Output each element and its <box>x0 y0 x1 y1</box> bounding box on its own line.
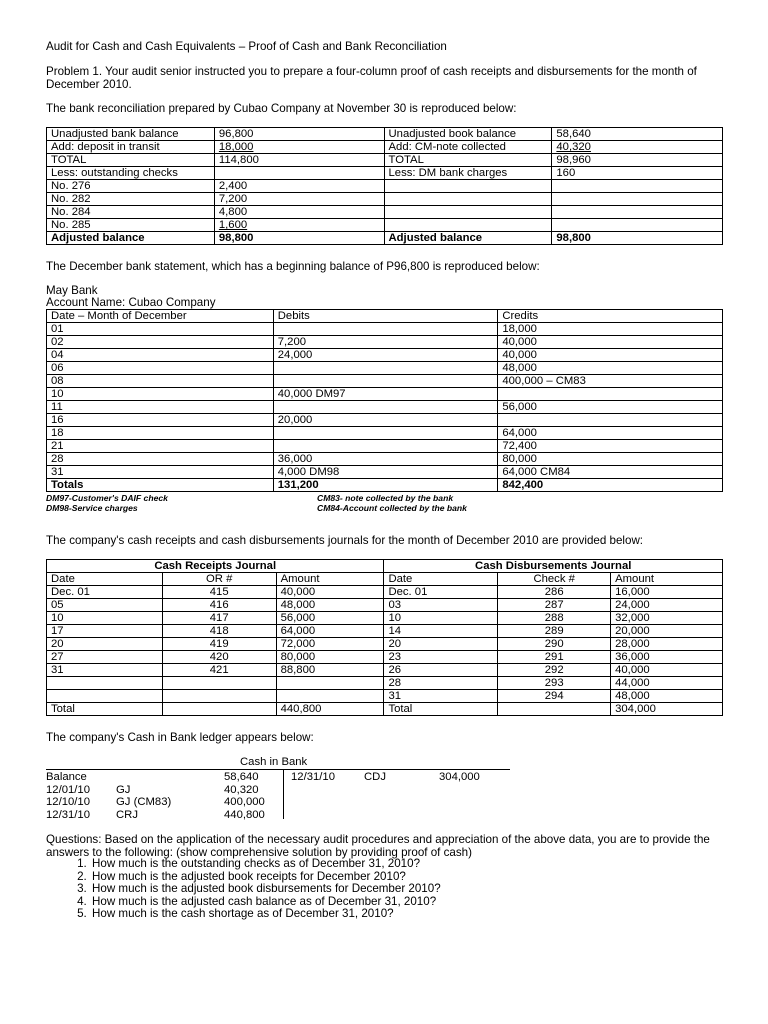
statement-cell <box>273 323 498 336</box>
journal-cell: Dec. 01 <box>384 586 498 599</box>
ledger-credit-entry: 304,000 <box>439 771 480 783</box>
statement-row <box>47 375 723 388</box>
recon-cell: No. 276 <box>47 180 215 193</box>
journal-cell: 64,000 <box>276 625 384 638</box>
ledger-intro: The company's Cash in Bank ledger appears below: <box>46 731 314 744</box>
journal-cell: 10 <box>384 612 498 625</box>
recon-row <box>47 154 723 167</box>
journal-cell: 72,000 <box>276 638 384 651</box>
ledger-debit-entry: Balance <box>46 771 87 783</box>
statement-cell: 64,000 CM84 <box>498 466 723 479</box>
statement-cell: 48,000 <box>498 362 723 375</box>
recon-cell <box>384 206 552 219</box>
question-item: 5. How much is the cash shortage as of December 31, 2010? <box>90 908 441 921</box>
ledger-debit-entry: CRJ <box>116 808 138 821</box>
journal-cell: 10 <box>47 612 163 625</box>
journal-cell: 24,000 <box>611 599 723 612</box>
journal-cell: 88,800 <box>276 664 384 677</box>
journal-cell: 418 <box>162 625 276 638</box>
recon-cell: 96,800 <box>214 128 384 141</box>
journal-row <box>47 599 723 612</box>
recon-cell <box>552 193 723 206</box>
recon-cell: 18,000 <box>214 141 384 154</box>
journal-cell <box>162 690 276 703</box>
journal-cell: 03 <box>384 599 498 612</box>
cash-disbursements-journal-title: Cash Disbursements Journal <box>384 560 723 573</box>
statement-cell: 40,000 <box>498 349 723 362</box>
questions-intro: Questions: Based on the application of the necessary audit procedures and appreciation of the above data, you are to provide the answers to the following: (show comprehensive solution by providing proof of cash) <box>46 833 710 859</box>
statement-row <box>47 453 723 466</box>
journal-cell: Date <box>47 573 163 586</box>
statement-cell: 80,000 <box>498 453 723 466</box>
journal-cell: 419 <box>162 638 276 651</box>
journal-cell: 292 <box>498 664 611 677</box>
recon-cell <box>552 206 723 219</box>
statement-header: Credits <box>498 310 723 323</box>
journal-cell: 40,000 <box>611 664 723 677</box>
recon-row <box>47 180 723 193</box>
recon-cell: Unadjusted book balance <box>384 128 552 141</box>
recon-cell <box>384 219 552 232</box>
statement-cell: 08 <box>47 375 274 388</box>
journals-table <box>46 559 723 716</box>
statement-total: 842,400 <box>498 479 723 492</box>
statement-row <box>47 323 723 336</box>
question-item: 2. How much is the adjusted book receipts for December 2010? <box>90 871 441 884</box>
recon-row <box>47 167 723 180</box>
statement-intro: The December bank statement, which has a beginning balance of P96,800 is reproduced below: <box>46 260 540 273</box>
journal-cell: 415 <box>162 586 276 599</box>
ledger-debit-entry: 440,800 <box>224 808 265 821</box>
journal-cell: Total <box>47 703 163 716</box>
recon-row <box>47 206 723 219</box>
journal-cell: 286 <box>498 586 611 599</box>
ledger-debit-entry: GJ (CM83) <box>116 796 172 808</box>
journal-cell: Date <box>384 573 498 586</box>
statement-total: Totals <box>47 479 274 492</box>
journal-cell: 31 <box>384 690 498 703</box>
statement-cell: 21 <box>47 440 274 453</box>
journal-cell: 304,000 <box>611 703 723 716</box>
journal-cell: 80,000 <box>276 651 384 664</box>
statement-header: Debits <box>273 310 498 323</box>
recon-cell <box>214 167 384 180</box>
document-title: Audit for Cash and Cash Equivalents – Proof of Cash and Bank Reconciliation <box>46 40 447 53</box>
statement-row <box>47 349 723 362</box>
journal-cell: 440,800 <box>276 703 384 716</box>
recon-cell: No. 285 <box>47 219 215 232</box>
journal-cell: 288 <box>498 612 611 625</box>
problem-statement: Problem 1. Your audit senior instructed you to prepare a four-column proof of cash receipts and disbursements for the month of December 2010. <box>46 65 697 91</box>
journal-cell <box>47 677 163 690</box>
statement-cell: 40,000 <box>498 336 723 349</box>
journal-cell: 20,000 <box>611 625 723 638</box>
legend-dm97: DM97-Customer's DAIF check <box>46 493 168 503</box>
statement-cell: 36,000 <box>273 453 498 466</box>
journal-row <box>47 677 723 690</box>
recon-cell: No. 282 <box>47 193 215 206</box>
journal-cell: Amount <box>276 573 384 586</box>
statement-cell <box>273 362 498 375</box>
journal-row <box>47 612 723 625</box>
journal-cell: 44,000 <box>611 677 723 690</box>
statement-row <box>47 401 723 414</box>
account-name: Account Name: Cubao Company <box>46 296 216 309</box>
statement-cell: 4,000 DM98 <box>273 466 498 479</box>
ledger-debit-entry: 12/10/10 <box>46 796 90 808</box>
journal-cell <box>276 677 384 690</box>
statement-cell: 64,000 <box>498 427 723 440</box>
journal-cell: 20 <box>47 638 163 651</box>
bank-reconciliation-table <box>46 127 723 245</box>
recon-cell <box>552 219 723 232</box>
journal-cell: 287 <box>498 599 611 612</box>
recon-cell: Less: DM bank charges <box>384 167 552 180</box>
journal-cell: 16,000 <box>611 586 723 599</box>
statement-cell: 7,200 <box>273 336 498 349</box>
questions-list <box>46 858 441 921</box>
journal-row <box>47 638 723 651</box>
recon-cell: Unadjusted bank balance <box>47 128 215 141</box>
statement-cell: 04 <box>47 349 274 362</box>
journal-cell: Amount <box>611 573 723 586</box>
journal-cell: 36,000 <box>611 651 723 664</box>
recon-cell: Add: deposit in transit <box>47 141 215 154</box>
recon-cell <box>384 180 552 193</box>
journal-cell: 48,000 <box>611 690 723 703</box>
journal-cell: 32,000 <box>611 612 723 625</box>
statement-cell: 40,000 DM97 <box>273 388 498 401</box>
statement-cell: 31 <box>47 466 274 479</box>
statement-cell: 10 <box>47 388 274 401</box>
recon-cell: 7,200 <box>214 193 384 206</box>
statement-cell: 11 <box>47 401 274 414</box>
legend-cm83: CM83- note collected by the bank <box>317 493 454 503</box>
ledger-credit-entry: CDJ <box>364 771 386 783</box>
recon-cell: Less: outstanding checks <box>47 167 215 180</box>
bank-statement-table <box>46 309 723 492</box>
journal-row <box>47 664 723 677</box>
ledger-debit-entry: 12/01/10 <box>46 783 90 796</box>
journals-header-row <box>47 573 723 586</box>
ledger-debit-entry: 40,320 <box>224 783 259 796</box>
legend-dm98: DM98-Service charges <box>46 503 138 513</box>
statement-total: 131,200 <box>273 479 498 492</box>
statement-cell: 06 <box>47 362 274 375</box>
ledger-debit-entry: 58,640 <box>224 771 259 783</box>
cash-receipts-journal-title: Cash Receipts Journal <box>47 560 384 573</box>
recon-cell: Adjusted balance <box>47 232 215 245</box>
ledger-debit-entry: GJ <box>116 783 131 796</box>
statement-cell: 02 <box>47 336 274 349</box>
statement-cell <box>273 440 498 453</box>
ledger-credit-entry: 12/31/10 <box>291 771 335 783</box>
statement-cell: 16 <box>47 414 274 427</box>
statement-cell <box>273 401 498 414</box>
journal-cell: 417 <box>162 612 276 625</box>
journal-cell: 40,000 <box>276 586 384 599</box>
journal-cell: 14 <box>384 625 498 638</box>
journal-cell: 05 <box>47 599 163 612</box>
journal-cell: OR # <box>162 573 276 586</box>
journal-cell: 291 <box>498 651 611 664</box>
journal-cell <box>276 690 384 703</box>
journal-row <box>47 651 723 664</box>
recon-cell: No. 284 <box>47 206 215 219</box>
statement-cell: 18 <box>47 427 274 440</box>
recon-cell <box>384 193 552 206</box>
question-item: 1. How much is the outstanding checks as of December 31, 2010? <box>90 858 441 871</box>
journal-cell: 289 <box>498 625 611 638</box>
statement-row <box>47 427 723 440</box>
journal-cell: 26 <box>384 664 498 677</box>
question-item: 3. How much is the adjusted book disbursements for December 2010? <box>90 883 441 896</box>
statement-row <box>47 466 723 479</box>
legend-cm84: CM84-Account collected by the bank <box>317 503 467 513</box>
recon-cell: TOTAL <box>47 154 215 167</box>
journal-row <box>47 625 723 638</box>
recon-row <box>47 232 723 245</box>
recon-cell: Add: CM-note collected <box>384 141 552 154</box>
journal-cell: 290 <box>498 638 611 651</box>
statement-cell <box>273 375 498 388</box>
ledger-debit-entry: 400,000 <box>224 796 265 808</box>
journal-cell: Total <box>384 703 498 716</box>
recon-cell: Adjusted balance <box>384 232 552 245</box>
recon-cell: 98,960 <box>552 154 723 167</box>
journal-cell: 23 <box>384 651 498 664</box>
recon-row <box>47 219 723 232</box>
journal-cell <box>498 703 611 716</box>
journal-cell: Dec. 01 <box>47 586 163 599</box>
statement-cell: 01 <box>47 323 274 336</box>
statement-header: Date – Month of December <box>47 310 274 323</box>
statement-cell: 24,000 <box>273 349 498 362</box>
statement-row <box>47 388 723 401</box>
journal-row <box>47 690 723 703</box>
journal-cell <box>162 703 276 716</box>
journal-cell <box>162 677 276 690</box>
journals-totals-row <box>47 703 723 716</box>
recon-row <box>47 128 723 141</box>
journal-cell: 28,000 <box>611 638 723 651</box>
recon-cell: 98,800 <box>214 232 384 245</box>
journals-intro: The company's cash receipts and cash disbursements journals for the month of December 2010 are provided below: <box>46 534 644 547</box>
journal-cell: 17 <box>47 625 163 638</box>
recon-cell: 58,640 <box>552 128 723 141</box>
journals-title-row <box>47 560 723 573</box>
bank-name: May Bank <box>46 284 98 297</box>
statement-cell: 28 <box>47 453 274 466</box>
statement-cell <box>273 427 498 440</box>
statement-row <box>47 440 723 453</box>
statement-cell <box>498 414 723 427</box>
journal-cell <box>47 690 163 703</box>
statement-cell: 18,000 <box>498 323 723 336</box>
recon-cell: 98,800 <box>552 232 723 245</box>
recon-cell: 114,800 <box>214 154 384 167</box>
journal-cell: 20 <box>384 638 498 651</box>
recon-cell: 4,800 <box>214 206 384 219</box>
statement-totals-row <box>47 479 723 492</box>
journal-cell: 48,000 <box>276 599 384 612</box>
journal-cell: 421 <box>162 664 276 677</box>
journal-cell: 293 <box>498 677 611 690</box>
ledger-title: Cash in Bank <box>240 756 308 768</box>
journal-row <box>47 586 723 599</box>
journal-cell: Check # <box>498 573 611 586</box>
recon-row <box>47 193 723 206</box>
statement-cell: 400,000 – CM83 <box>498 375 723 388</box>
statement-cell: 20,000 <box>273 414 498 427</box>
journal-cell: 416 <box>162 599 276 612</box>
journal-cell: 27 <box>47 651 163 664</box>
question-item: 4. How much is the adjusted cash balance as of December 31, 2010? <box>90 896 441 909</box>
recon-cell: 160 <box>552 167 723 180</box>
recon-cell: 2,400 <box>214 180 384 193</box>
statement-cell: 56,000 <box>498 401 723 414</box>
journal-cell: 31 <box>47 664 163 677</box>
statement-header-row <box>47 310 723 323</box>
statement-row <box>47 336 723 349</box>
recon-cell: 40,320 <box>552 141 723 154</box>
statement-cell: 72,400 <box>498 440 723 453</box>
recon-cell <box>552 180 723 193</box>
recon-row <box>47 141 723 154</box>
recon-intro: The bank reconciliation prepared by Cubao Company at November 30 is reproduced below: <box>46 102 517 115</box>
recon-cell: TOTAL <box>384 154 552 167</box>
journal-cell: 56,000 <box>276 612 384 625</box>
statement-row <box>47 362 723 375</box>
journal-cell: 28 <box>384 677 498 690</box>
statement-row <box>47 414 723 427</box>
statement-cell <box>498 388 723 401</box>
journal-cell: 420 <box>162 651 276 664</box>
journal-cell: 294 <box>498 690 611 703</box>
recon-cell: 1,600 <box>214 219 384 232</box>
ledger-debit-entry: 12/31/10 <box>46 808 90 821</box>
